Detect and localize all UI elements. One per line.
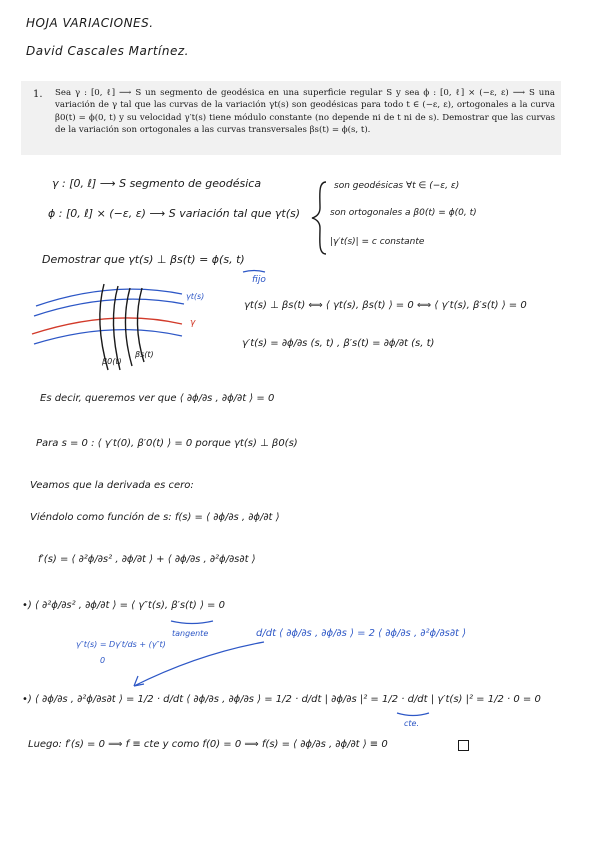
brace-item-geodesics: son geodésicas ∀t ∈ (−ε, ε) xyxy=(334,181,460,191)
blue-derivative-equation: d/dt ⟨ ∂ϕ/∂s , ∂ϕ/∂s ⟩ = 2 ⟨ ∂ϕ/∂s , ∂²ϕ/∂s∂t ⟩ xyxy=(256,628,467,639)
cte-label: cte. xyxy=(404,719,419,728)
curly-brace xyxy=(310,180,330,256)
note-line-luego: Luego: f′(s) = 0 ⟹ f ≡ cte y como f(0) = 0 ⟹ f(s) = ⟨ ∂ϕ/∂s , ∂ϕ/∂t ⟩ ≡ 0 xyxy=(28,739,388,750)
note-line-funcion: Viéndolo como función de s: f(s) = ⟨ ∂ϕ/∂s , ∂ϕ/∂t ⟩ xyxy=(30,512,280,523)
author-name: David Cascales Martínez. xyxy=(26,44,189,58)
problem-text: Sea γ : [0, ℓ] ⟶ S un segmento de geodésica en una superficie regular S y sea ϕ : [0, ℓ] × (−ε, ε) ⟶ S una variación de γ tal que las curvas de la variación γt(s) son geodésicas para todo t ∈ (−ε, ε), ortogonales a la curva β0(t) = ϕ(0, t) y su velocidad γ′t(s) tiene módulo constante (no depende ni de t ni de s). Demostrar que las curvas de la variación son ortogonales a las curvas transversales βs(t) = ϕ(s, t). xyxy=(55,88,555,135)
qed-square xyxy=(458,740,469,751)
note-line-gamma: γ : [0, ℓ] ⟶ S segmento de geodésica xyxy=(52,177,262,190)
figure-label-gamma: γ xyxy=(190,318,196,328)
equation-derivatives: γ′t(s) = ∂ϕ/∂s (s, t) , β′s(t) = ∂ϕ/∂t (s, t) xyxy=(242,338,435,349)
brace-item-constant: |γ′t(s)| = c constante xyxy=(330,237,425,247)
note-line-term1: •) ⟨ ∂²ϕ/∂s² , ∂ϕ/∂t ⟩ = ⟨ γ″t(s), β′s(t) ⟩ = 0 xyxy=(22,600,225,611)
blue-arrow xyxy=(128,640,268,690)
note-line-demostrar: Demostrar que γt(s) ⊥ βs(t) = ϕ(s, t) xyxy=(42,253,245,266)
note-line-veamos: Veamos que la derivada es cero: xyxy=(30,480,194,491)
note-zero-label: 0 xyxy=(100,656,106,665)
problem-statement xyxy=(21,81,561,155)
problem-number: 1. xyxy=(33,89,43,100)
equation-orthogonality: γt(s) ⊥ βs(t) ⟺ ⟨ γt(s), βs(t) ⟩ = 0 ⟺ ⟨ γ′t(s), β′s(t) ⟩ = 0 xyxy=(244,300,527,311)
note-line-derivada: f′(s) = ⟨ ∂²ϕ/∂s² , ∂ϕ/∂t ⟩ + ⟨ ∂ϕ/∂s , ∂²ϕ/∂s∂t ⟩ xyxy=(38,554,256,565)
brace-item-orthogonal: son ortogonales a β0(t) = ϕ(0, t) xyxy=(330,208,477,218)
figure-label-gamma-t: γt(s) xyxy=(186,292,205,301)
figure-label-beta-s: βs(t) xyxy=(135,350,154,359)
note-gamma-second: γ″t(s) = Dγ′t/ds + (γ″t) xyxy=(76,640,166,649)
note-line-term2: •) ⟨ ∂ϕ/∂s , ∂²ϕ/∂s∂t ⟩ = 1/2 · d/dt ⟨ ∂ϕ/∂s , ∂ϕ/∂s ⟩ = 1/2 · d/dt | ∂ϕ/∂s |² = 1/2 · d/dt | γ′t(s) |² = 1/2 · 0 = 0 xyxy=(22,694,541,705)
note-line-es-decir: Es decir, queremos ver que ⟨ ∂ϕ/∂s , ∂ϕ/∂t ⟩ = 0 xyxy=(40,393,275,404)
cte-underline xyxy=(396,710,430,718)
figure-label-beta-0: β0(t) xyxy=(102,357,122,366)
note-line-phi: ϕ : [0, ℓ] × (−ε, ε) ⟶ S variación tal que γt(s) xyxy=(48,207,301,220)
fijo-label: fijo xyxy=(252,275,266,285)
tangente-underline xyxy=(170,618,214,626)
note-line-para-s0: Para s = 0 : ⟨ γ′t(0), β′0(t) ⟩ = 0 porque γt(s) ⊥ β0(s) xyxy=(36,438,298,449)
page-title: HOJA VARIACIONES. xyxy=(26,16,154,30)
tangente-label: tangente xyxy=(172,629,209,638)
